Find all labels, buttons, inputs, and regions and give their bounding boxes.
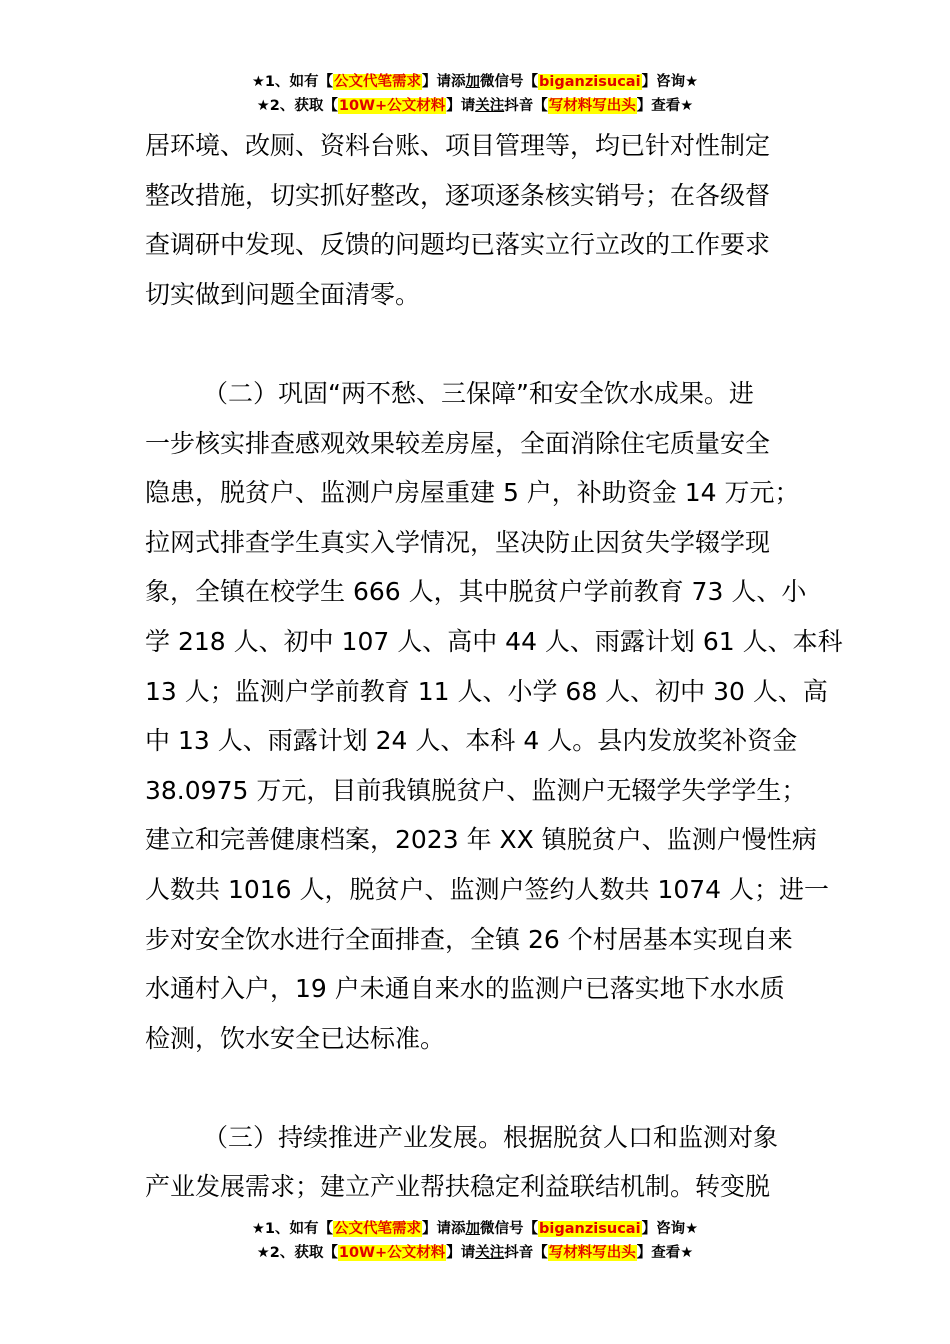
banner-highlight: 公文代笔需求 — [334, 1221, 422, 1237]
paragraph-2 — [145, 369, 843, 1063]
banner-line-1 — [0, 1217, 950, 1241]
text-line: 整改措施，切实抓好整改，逐项逐条核实销号；在各级督 — [145, 180, 771, 210]
text-line: 居环境、改厕、资料台账、项目管理等，均已针对性制定 — [145, 131, 771, 160]
text-line: 中 13 人、雨露计划 24 人、本科 4 人。县内发放奖补资金 — [145, 726, 798, 756]
text-line: 检测，饮水安全已达标准。 — [145, 1023, 446, 1053]
banner-highlight: 写材料写出头 — [548, 98, 636, 114]
text-line: 产业发展需求；建立产业帮扶稳定利益联结机制。转变脱 — [145, 1172, 771, 1202]
banner-highlight: 写材料写出头 — [548, 1245, 636, 1261]
banner-text: 微信号【 — [480, 74, 539, 90]
banner-text: 】咨询★ — [641, 1221, 699, 1237]
banner-highlight: 公文代笔需求 — [334, 74, 422, 90]
banner-underlined-text: 关注 — [475, 98, 505, 114]
text-line: 人数共 1016 人，脱贫户、监测户签约人数共 1074 人；进一 — [145, 874, 830, 904]
text-line: 象，全镇在校学生 666 人，其中脱贫户学前教育 73 人、小 — [145, 577, 807, 607]
text-line: （二）巩固“两不愁、三保障”和安全饮水成果。进 — [203, 378, 754, 408]
banner-highlight: 10W+公文材料 — [338, 98, 446, 114]
paragraph-3 — [145, 1113, 807, 1212]
banner-text: 】请添 — [422, 1221, 466, 1237]
banner-text: ★1、如有【 — [251, 74, 334, 90]
banner-line-2 — [0, 1241, 950, 1265]
banner-text: 】请添 — [422, 74, 466, 90]
banner-text: ★2、获取【 — [256, 98, 338, 114]
text-line: 一步核实排查感观效果较差房屋，全面消除住宅质量安全 — [145, 428, 771, 458]
banner-text: ★1、如有【 — [251, 1221, 334, 1237]
banner-line-1 — [0, 70, 950, 94]
bottom-banner — [0, 1217, 950, 1265]
text-line: 切实做到问题全面清零。 — [145, 279, 421, 309]
banner-underlined-text: 关注 — [475, 1245, 505, 1261]
text-line: 学 218 人、初中 107 人、高中 44 人、雨露计划 61 人、本科 — [145, 626, 843, 656]
banner-text: 抖音【 — [504, 98, 548, 114]
banner-text: 】查看★ — [636, 98, 694, 114]
banner-underlined-text: 加 — [465, 74, 481, 90]
text-line: 水通村入户，19 户未通自来水的监测户已落实地下水水质 — [145, 974, 785, 1004]
banner-text: 】查看★ — [636, 1245, 694, 1261]
banner-line-2 — [0, 94, 950, 118]
banner-text: 】咨询★ — [641, 74, 699, 90]
top-banner — [0, 70, 950, 118]
paragraph-gap — [145, 319, 807, 369]
banner-highlight: biganzisucai — [539, 74, 641, 90]
banner-text: 微信号【 — [480, 1221, 539, 1237]
paragraph-gap — [145, 1063, 807, 1113]
text-line: 查调研中发现、反馈的问题均已落实立行立改的工作要求 — [145, 230, 771, 260]
text-line: 步对安全饮水进行全面排查，全镇 26 个村居基本实现自来 — [145, 924, 793, 954]
text-line: 隐患，脱贫户、监测户房屋重建 5 户，补助资金 14 万元； — [145, 478, 800, 508]
text-line: 38.0975 万元，目前我镇脱贫户、监测户无辍学失学学生； — [145, 775, 807, 805]
banner-highlight: biganzisucai — [539, 1221, 641, 1237]
document-body — [145, 121, 843, 1212]
text-line: 13 人；监测户学前教育 11 人、小学 68 人、初中 30 人、高 — [145, 676, 828, 706]
banner-text: 】请 — [446, 98, 476, 114]
banner-underlined-text: 加 — [465, 1221, 481, 1237]
banner-text: 抖音【 — [504, 1245, 548, 1261]
text-line: （三）持续推进产业发展。根据脱贫人口和监测对象 — [203, 1122, 779, 1152]
text-line: 拉网式排查学生真实入学情况，坚决防止因贫失学辍学现 — [145, 527, 771, 557]
paragraph-1 — [145, 121, 807, 319]
banner-text: ★2、获取【 — [256, 1245, 338, 1261]
banner-highlight: 10W+公文材料 — [338, 1245, 446, 1261]
text-line: 建立和完善健康档案，2023 年 XX 镇脱贫户、监测户慢性病 — [145, 825, 817, 855]
banner-text: 】请 — [446, 1245, 476, 1261]
